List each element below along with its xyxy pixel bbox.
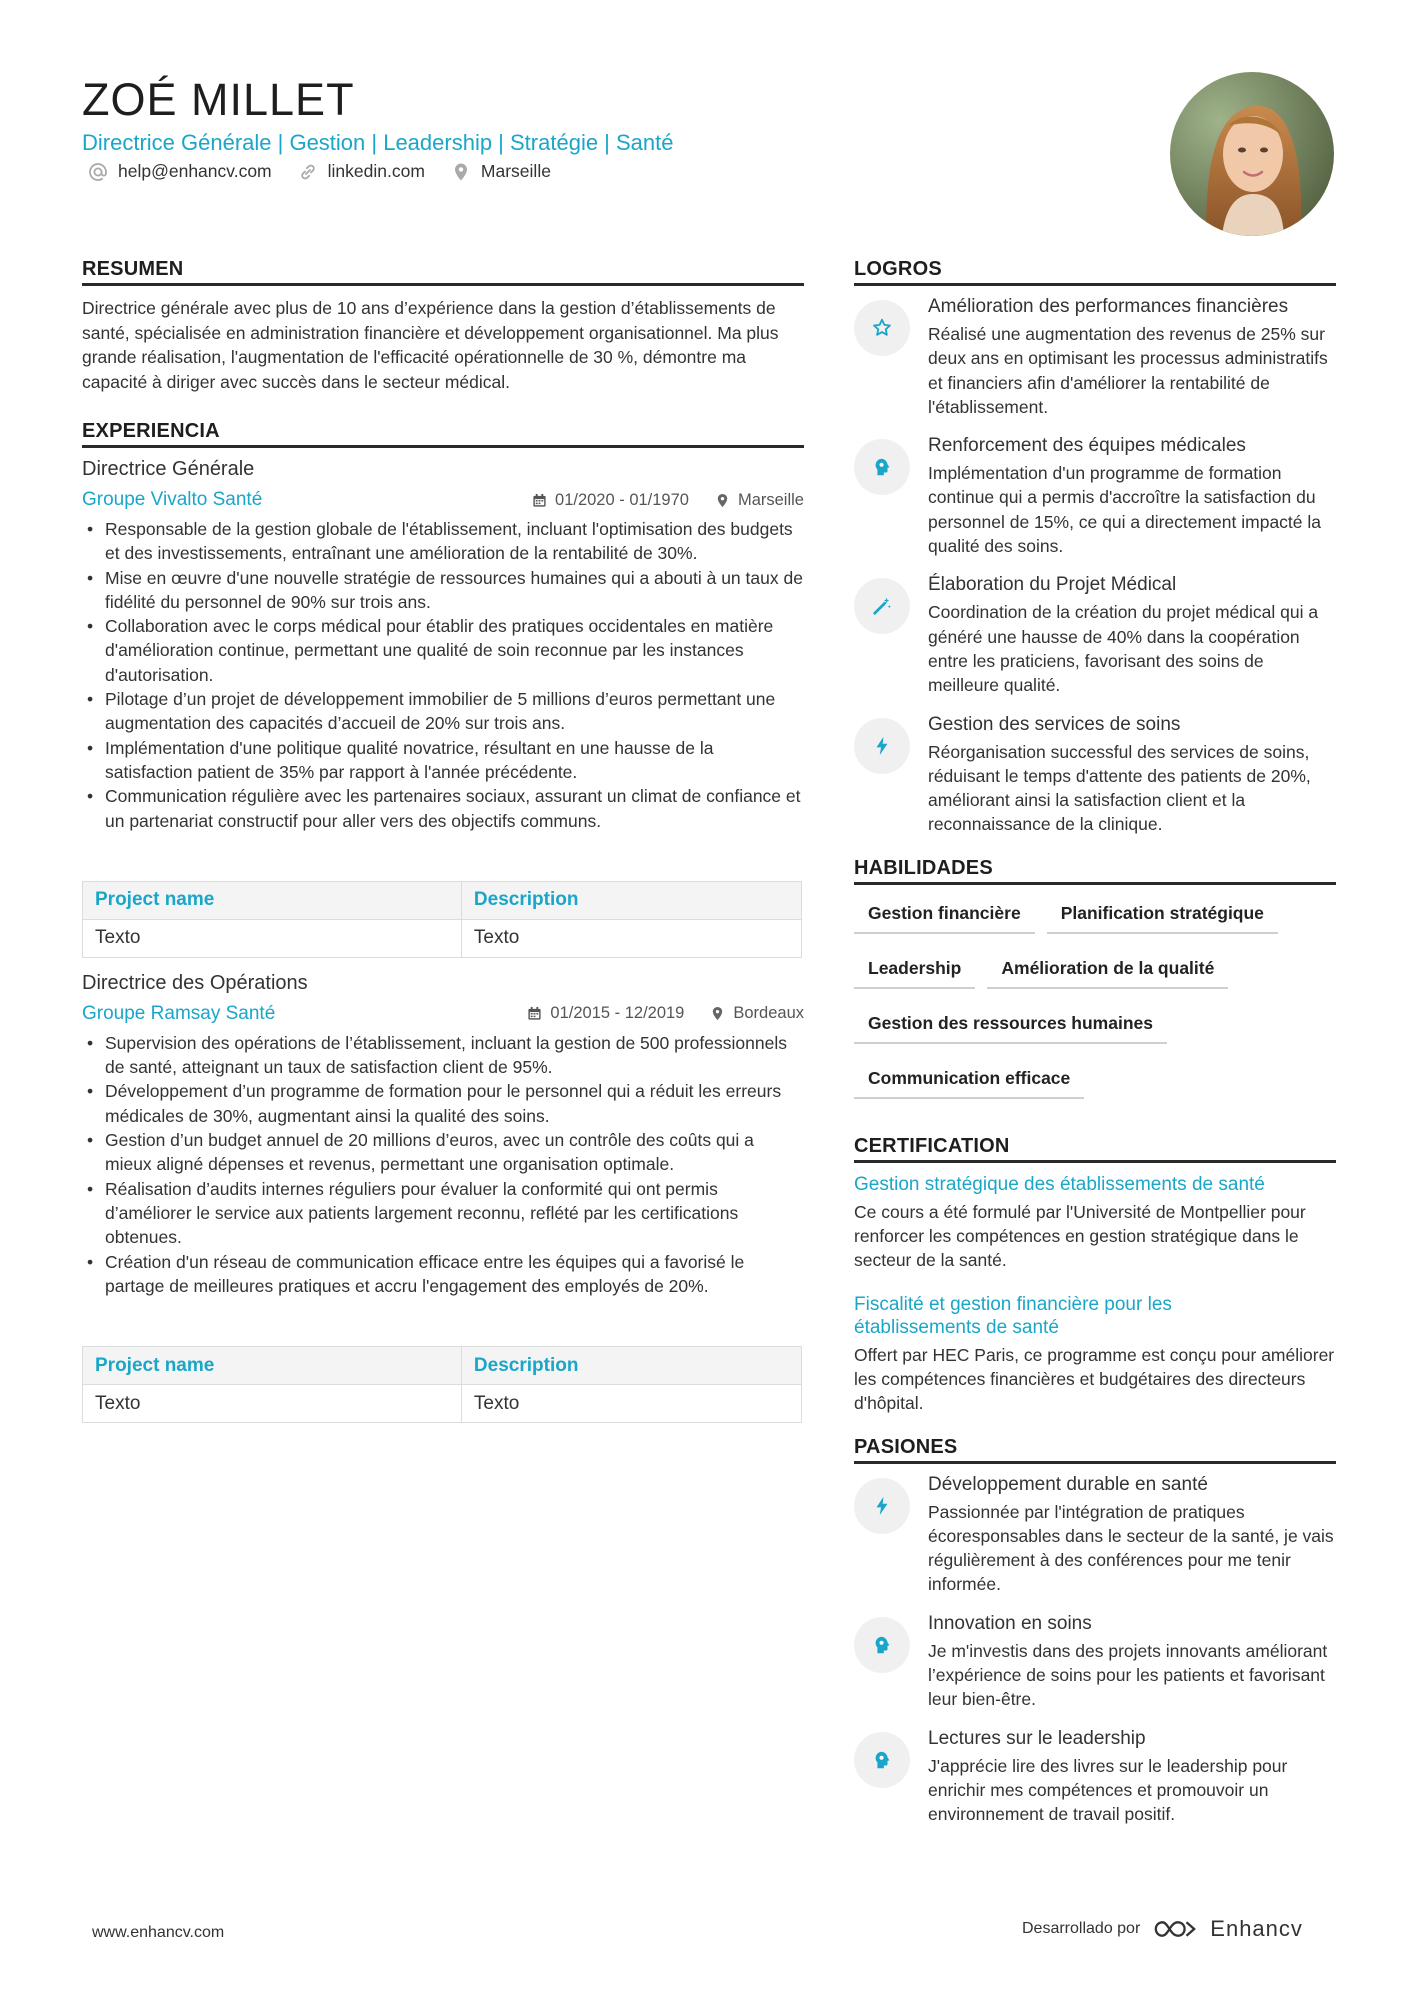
achievement-body [928, 574, 1336, 697]
contact-email-text: help@enhancv.com [118, 161, 272, 181]
job-bullet: • Supervision des opérations de l’établissement, incluant la gestion de 500 professionnels de santé, atteignant un taux de satisfaction client de 95%. [82, 1031, 804, 1080]
skill-tag: Gestion financière [854, 895, 1035, 934]
location-pin-icon [715, 493, 730, 508]
passion-item [854, 1728, 1336, 1827]
contact-linkedin-text: linkedin.com [327, 161, 425, 181]
brain-head-icon [854, 1617, 910, 1673]
achievement-title: Renforcement des équipes médicales [928, 435, 1246, 457]
certification-desc: Offert par HEC Paris, ce programme est conçu pour améliorer les compétences financières et budgétaires des directeurs d'hôpital. [854, 1344, 1335, 1414]
passion-item [854, 1474, 1336, 1597]
contact-location-text: Marseille [480, 161, 551, 181]
achievement-title: Élaboration du Projet Médical [928, 574, 1177, 596]
achievements-section [854, 258, 1336, 837]
headline: Directrice Générale | Gestion | Leadership | Stratégie | Santé [82, 130, 674, 155]
powered-by-text: Desarrollado por [1022, 1920, 1141, 1937]
skill-tag: Amélioration de la qualité [987, 950, 1228, 989]
passion-body [928, 1613, 1336, 1712]
table-cell: Texto [83, 919, 462, 957]
summary-title: RESUMEN [82, 258, 804, 286]
profile-photo [1170, 72, 1334, 236]
left-column [82, 258, 804, 1423]
table-header-cell: Description [461, 1347, 801, 1385]
location-pin-icon [451, 162, 471, 182]
achievement-desc: Réorganisation successful des services de soins, réduisant le temps d'attente des patients de 20%, améliorant ainsi la satisfaction client et la reconnaissance de la clinique. [928, 741, 1311, 835]
passion-body [928, 1474, 1336, 1597]
job-company: Groupe Vivalto Santé [82, 489, 263, 510]
job-bullets [82, 517, 804, 833]
job-bullet: • Collaboration avec le corps médical pour établir des pratiques occidentales en matière d'amélioration continue, permettant une qualité de soin reconnue par les instances d'autorisation. [82, 614, 804, 687]
lightning-icon [854, 718, 910, 774]
at-icon [88, 162, 108, 182]
job-company-row [82, 489, 804, 511]
job-entry [82, 458, 804, 958]
table-header-row [83, 1347, 802, 1385]
job-bullet: • Communication régulière avec les partenaires sociaux, assurant un climat de confiance et un partenariat constructif pour aller vers des objectifs communs. [82, 784, 804, 833]
table-header-cell: Description [461, 881, 801, 919]
passion-body [928, 1728, 1336, 1827]
job-role: Directrice Générale [82, 458, 255, 480]
skill-tag: Leadership [854, 950, 975, 989]
achievement-item [854, 296, 1336, 419]
star-icon [854, 300, 910, 356]
skills-section [854, 857, 1336, 1115]
job-bullet: • Développement d’un programme de formation pour le personnel qui a réduit les erreurs médicales de 30%, augmentant ainsi la qualité des soins. [82, 1079, 804, 1128]
contact-email[interactable] [88, 161, 272, 182]
skill-tag: Communication efficace [854, 1060, 1084, 1099]
job-bullet: • Mise en œuvre d'une nouvelle stratégie de ressources humaines qui a abouti à un taux de fidélité du personnel de 90% sur trois ans. [82, 566, 804, 615]
right-column [854, 258, 1336, 1843]
job-bullets [82, 1031, 804, 1298]
achievement-body [928, 296, 1336, 419]
job-meta [532, 491, 804, 510]
footer-branding [1022, 1916, 1303, 1942]
contact-linkedin[interactable] [298, 161, 425, 182]
job-role: Directrice des Opérations [82, 971, 308, 994]
job-dates [527, 1004, 684, 1023]
project-table [82, 1346, 802, 1423]
job-dates-text: 01/2015 - 12/2019 [550, 1004, 685, 1023]
achievement-body [928, 435, 1336, 558]
achievement-desc: Coordination de la création du projet médical qui a généré une hausse de 40% dans la coopération entre les praticiens, favorisant des soins de meilleure qualité. [928, 602, 1319, 696]
achievement-item [854, 435, 1336, 558]
passion-item [854, 1613, 1336, 1712]
certification-name: Gestion stratégique des établissements de santé [854, 1173, 1265, 1195]
passion-title: Innovation en soins [928, 1612, 1092, 1634]
achievement-desc: Implémentation d'un programme de formation continue qui a permis d'accroître la satisfaction du personnel de 15%, ce qui a directement impacté la qualité des soins. [928, 463, 1322, 557]
magic-wand-icon [854, 578, 910, 634]
brain-head-icon [854, 1732, 910, 1788]
table-cell: Texto [461, 1385, 801, 1423]
achievement-item [854, 574, 1336, 697]
achievement-body [928, 714, 1336, 837]
job-bullet: • Implémentation d'une politique qualité novatrice, résultant en une hausse de la satisfaction patient de 35% par rapport à l'année précédente. [82, 736, 804, 785]
table-cell: Texto [83, 1385, 462, 1423]
experience-section [82, 420, 804, 1423]
job-bullet: • Réalisation d’audits internes réguliers pour évaluer la conformité qui ont permis d’améliorer le service aux patients largement reconnu, reflété par les certifications obtenues. [82, 1177, 804, 1250]
job-location-text: Marseille [737, 490, 804, 509]
achievement-desc: Réalisé une augmentation des revenus de 25% sur deux ans en optimisant les processus administratifs et financiers afin d'améliorer la rentabilité de l'établissement. [928, 324, 1328, 417]
enhancv-logo-icon [1152, 1917, 1198, 1941]
passion-desc: Je m'investis dans des projets innovants améliorant l’expérience de soins pour les patients et favorisant leur bien-être. [928, 1640, 1328, 1710]
job-bullet: • Responsable de la gestion globale de l'établissement, incluant l'optimisation des budgets et des investissements, entraînant une amélioration de la rentabilité de 30%. [82, 517, 804, 566]
certification-title: CERTIFICATION [854, 1135, 1336, 1163]
summary-section [82, 258, 804, 394]
certification-section [854, 1135, 1336, 1416]
certification-item [854, 1293, 1336, 1416]
passions-title: PASIONES [854, 1436, 1336, 1464]
achievement-item [854, 714, 1336, 837]
footer-website[interactable]: www.enhancv.com [92, 1924, 225, 1941]
experience-title: EXPERIENCIA [82, 420, 804, 448]
job-bullet: • Pilotage d’un projet de développement immobilier de 5 millions d’euros permettant une augmentation des capacités d’accueil de 20% sur trois ans. [82, 687, 804, 736]
passion-title: Développement durable en santé [928, 1473, 1208, 1495]
brand-name: Enhancv [1210, 1916, 1303, 1941]
certification-item [854, 1173, 1336, 1273]
calendar-icon [527, 1006, 542, 1021]
passions-section [854, 1436, 1336, 1827]
passion-title: Lectures sur le leadership [928, 1727, 1146, 1749]
contact-location [451, 161, 551, 182]
skill-tag: Planification stratégique [1047, 895, 1278, 934]
job-meta [527, 1004, 804, 1023]
contact-list [88, 161, 551, 182]
achievement-title: Amélioration des performances financières [928, 296, 1289, 317]
job-bullet: • Création d'un réseau de communication efficace entre les équipes qui a favorisé le partage de meilleures pratiques et accru l'engagement des employés de 20%. [82, 1250, 804, 1299]
achievement-title: Gestion des services de soins [928, 713, 1181, 735]
location-pin-icon [710, 1006, 725, 1021]
job-location-text: Bordeaux [733, 1004, 804, 1023]
certification-name: Fiscalité et gestion financière pour les établissements de santé [854, 1293, 1172, 1338]
calendar-icon [532, 493, 547, 508]
brain-head-icon [854, 439, 910, 495]
link-icon [298, 162, 318, 182]
job-bullet: • Gestion d’un budget annuel de 20 millions d’euros, avec un contrôle des coûts qui a mieux aligné dépenses et revenus, permettant une organisation optimale. [82, 1128, 804, 1177]
certification-desc: Ce cours a été formulé par l'Université de Montpellier pour renforcer les compétences en gestion stratégique dans le secteur de la santé. [854, 1201, 1306, 1271]
job-entry [82, 972, 804, 1423]
skill-tag: Gestion des ressources humaines [854, 1005, 1167, 1044]
summary-text: Directrice générale avec plus de 10 ans d’expérience dans la gestion d’établissements de santé, spécialisée en administration financière et développement organisationnel. Ma plus grande réalisation, l'augmentation de l'efficacité opérationnelle de 30 %, démontre ma capacité à diriger avec succès dans le secteur médical. [82, 298, 779, 392]
job-location [710, 1004, 804, 1023]
table-row [83, 1385, 802, 1423]
skills-title: HABILIDADES [854, 857, 1336, 885]
job-location [715, 491, 804, 510]
project-table [82, 881, 802, 958]
passion-desc: J'apprécie lire des livres sur le leadership pour enrichir mes compétences et promouvoir un environnement de travail positif. [928, 1755, 1288, 1825]
table-header-cell: Project name [83, 881, 462, 919]
achievements-title: LOGROS [854, 258, 1336, 286]
job-company-row [82, 1003, 804, 1025]
table-header-cell: Project name [83, 1347, 462, 1385]
lightning-icon [854, 1478, 910, 1534]
job-dates-text: 01/2020 - 01/1970 [555, 490, 689, 509]
job-dates [532, 491, 689, 510]
table-cell: Texto [461, 919, 801, 957]
job-company: Groupe Ramsay Santé [82, 1002, 276, 1024]
skills-list [854, 895, 1336, 1115]
candidate-name: ZOÉ MILLET [82, 74, 355, 125]
table-header-row [83, 881, 802, 919]
passion-desc: Passionnée par l'intégration de pratiques écoresponsables dans le secteur de la santé, je vais régulièrement à des conférences pour me tenir informée. [928, 1501, 1334, 1595]
table-row [83, 919, 802, 957]
